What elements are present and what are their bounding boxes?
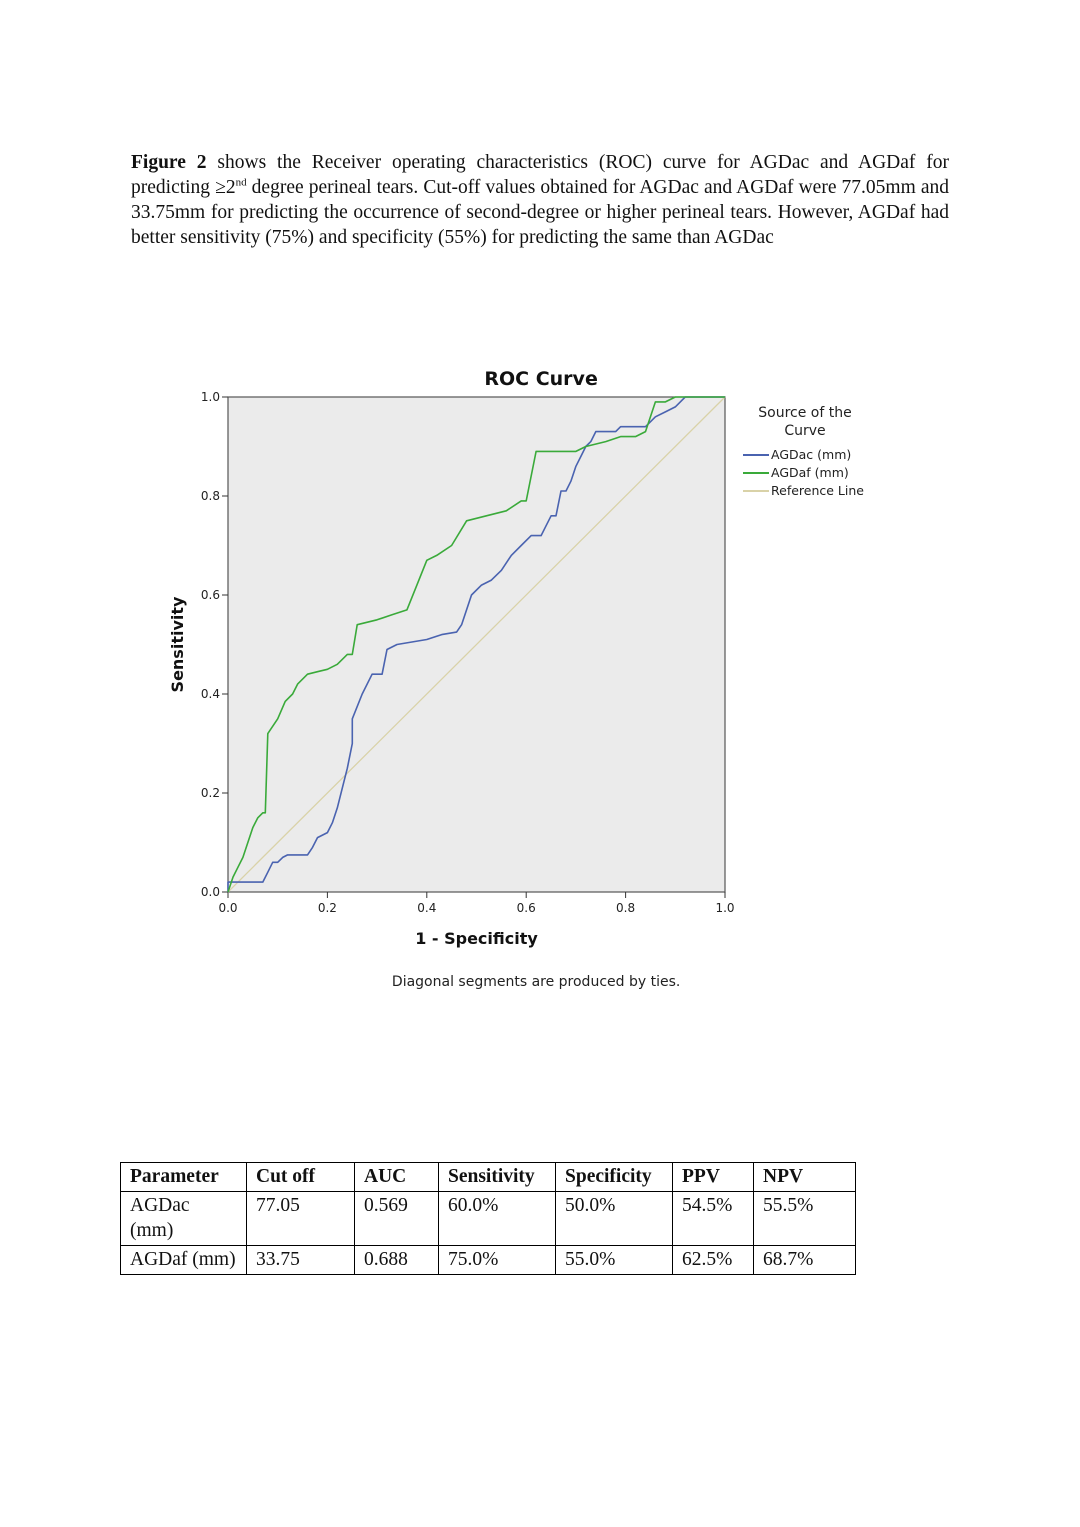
y-axis-label: Sensitivity <box>168 596 187 693</box>
roc-figure <box>160 360 920 1010</box>
cell-ppv: 62.5% <box>673 1246 754 1275</box>
x-axis-label: 1 - Specificity <box>415 929 538 948</box>
cell-parameter: AGDaf (mm) <box>121 1246 247 1275</box>
roc-chart <box>160 360 920 1010</box>
y-tick-label: 0.0 <box>200 885 220 899</box>
cell-npv: 55.5% <box>754 1192 856 1246</box>
results-table <box>120 1162 856 1275</box>
cell-sensitivity: 75.0% <box>439 1246 556 1275</box>
chart-title: ROC Curve <box>484 368 598 390</box>
header-sensitivity: Sensitivity <box>439 1163 556 1192</box>
header-cut-off: Cut off <box>247 1163 355 1192</box>
paragraph-text-1: shows the Receiver operating characteristics (ROC) curve for AGDac and AGDaf for predicting ≥2 <box>131 151 950 198</box>
header-auc: AUC <box>355 1163 439 1192</box>
header-npv: NPV <box>754 1163 856 1192</box>
body-paragraph <box>131 150 949 250</box>
legend-title-line2: Curve <box>784 423 826 439</box>
y-tick-label: 0.8 <box>200 489 220 503</box>
cell-cut-off: 33.75 <box>247 1246 355 1275</box>
legend-label: AGDac (mm) <box>771 447 852 462</box>
cell-ppv: 54.5% <box>673 1192 754 1246</box>
legend-label: Reference Line <box>771 483 864 498</box>
cell-npv: 68.7% <box>754 1246 856 1275</box>
legend-label: AGDaf (mm) <box>771 465 849 480</box>
x-tick-label: 0.2 <box>317 901 337 915</box>
cell-auc: 0.569 <box>355 1192 439 1246</box>
y-tick-label: 0.2 <box>200 786 220 800</box>
x-tick-label: 0.4 <box>417 901 437 915</box>
x-tick-label: 0.8 <box>616 901 636 915</box>
header-parameter: Parameter <box>121 1163 247 1192</box>
x-tick-label: 1.0 <box>715 901 735 915</box>
legend-title-line1: Source of the <box>758 405 852 421</box>
table-row <box>121 1192 856 1246</box>
cell-specificity: 55.0% <box>556 1246 673 1275</box>
cell-parameter: AGDac (mm) <box>121 1192 247 1246</box>
cell-specificity: 50.0% <box>556 1192 673 1246</box>
x-tick-label: 0.0 <box>218 901 238 915</box>
figure-reference: Figure 2 <box>131 151 207 173</box>
y-tick-label: 1.0 <box>200 390 220 404</box>
x-tick-label: 0.6 <box>516 901 536 915</box>
header-ppv: PPV <box>673 1163 754 1192</box>
header-specificity: Specificity <box>556 1163 673 1192</box>
paragraph-text-2: degree perineal tears. Cut-off values obtained for AGDac and AGDaf were 77.05mm and 33.75mm for predicting the occurrence of second-degree or higher perineal tears. However, AGDaf had better sensitivity (75%) and specificity (55%) for predicting the same than AGDac <box>131 176 949 248</box>
table-row <box>121 1246 856 1275</box>
cell-cut-off: 77.05 <box>247 1192 355 1246</box>
table-header-row <box>121 1163 856 1192</box>
superscript-nd: nd <box>235 176 247 188</box>
chart-footnote: Diagonal segments are produced by ties. <box>391 974 681 990</box>
cell-auc: 0.688 <box>355 1246 439 1275</box>
y-tick-label: 0.4 <box>200 687 220 701</box>
cell-sensitivity: 60.0% <box>439 1192 556 1246</box>
y-tick-label: 0.6 <box>200 588 220 602</box>
